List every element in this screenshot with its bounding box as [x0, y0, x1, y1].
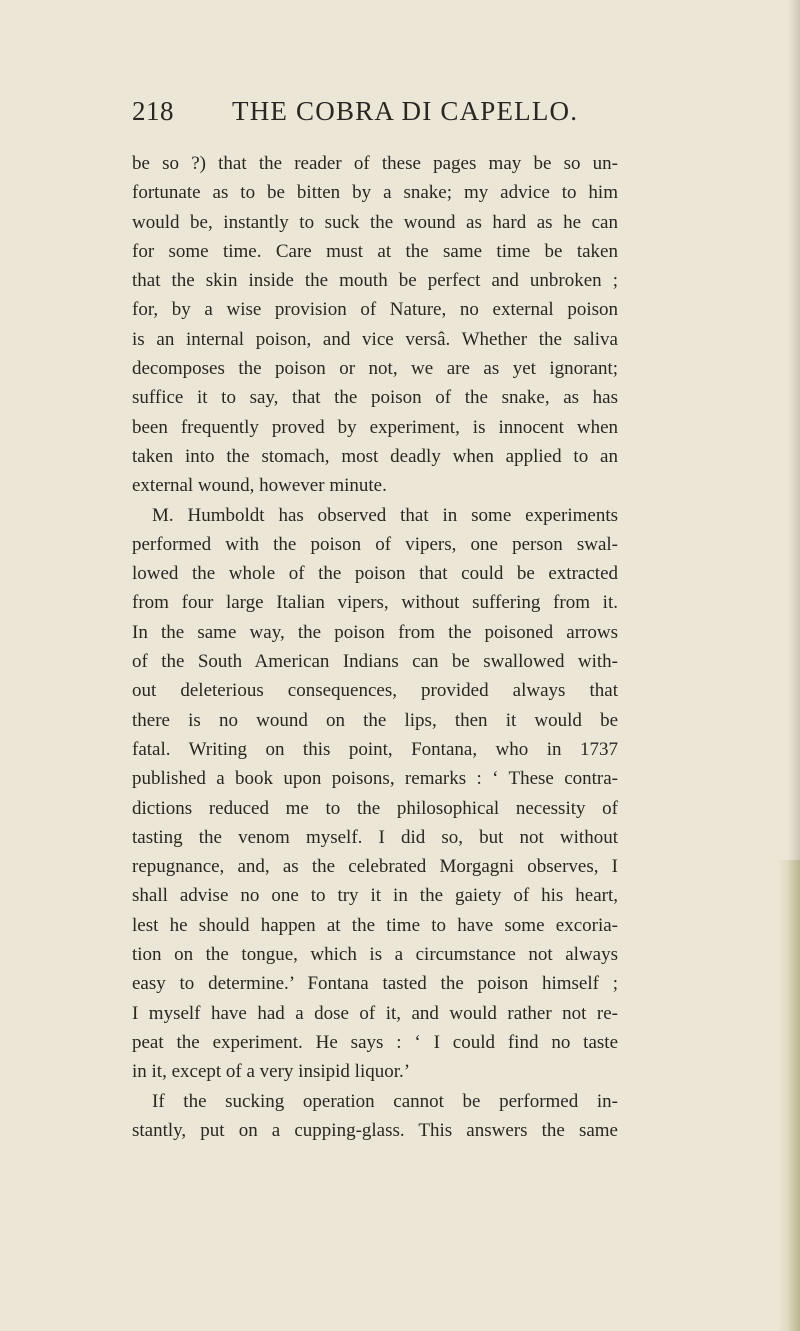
- text-line: in it, except of a very insipid liquor.’: [132, 1061, 411, 1083]
- text-line: repugnance, and, as the celebrated Morgagni observes, I: [132, 856, 618, 878]
- text-line: In the same way, the poison from the poisoned arrows: [132, 621, 618, 643]
- text-line: suffice it to say, that the poison of the snake, as has: [132, 387, 618, 409]
- text-line: for some time. Care must at the same time be taken: [132, 240, 618, 262]
- text-line: dictions reduced me to the philosophical necessity of: [132, 797, 618, 819]
- text-line: fortunate as to be bitten by a snake; my advice to him: [132, 182, 618, 204]
- text-line: easy to determine.’ Fontana tasted the poison himself ;: [132, 973, 618, 995]
- text-line: that the skin inside the mouth be perfect and unbroken ;: [132, 270, 618, 292]
- text-line: from four large Italian vipers, without suffering from it.: [132, 592, 618, 614]
- page-edge-stain: [778, 860, 800, 1331]
- text-line: would be, instantly to suck the wound as hard as he can: [132, 211, 618, 233]
- text-line: out deleterious consequences, provided always that: [132, 680, 618, 702]
- text-line: been frequently proved by experiment, is innocent when: [132, 416, 618, 438]
- text-line: there is no wound on the lips, then it would be: [132, 709, 618, 731]
- text-line: shall advise no one to try it in the gaiety of his heart,: [132, 885, 618, 907]
- text-line: tasting the venom myself. I did so, but not without: [132, 826, 618, 848]
- body-text: [132, 149, 618, 1145]
- text-line: fatal. Writing on this point, Fontana, who in 1737: [132, 738, 618, 760]
- text-line: M. Humboldt has observed that in some experiments: [152, 504, 618, 526]
- text-line: published a book upon poisons, remarks : ‘ These contra-: [132, 768, 618, 790]
- text-line: be so ?) that the reader of these pages may be so un-: [132, 153, 618, 174]
- text-line: lowed the whole of the poison that could be extracted: [132, 563, 618, 585]
- text-line: I myself have had a dose of it, and would rather not re-: [132, 1002, 618, 1024]
- page-header: [132, 96, 618, 136]
- text-line: performed with the poison of vipers, one person swal-: [132, 533, 618, 555]
- text-line: decomposes the poison or not, we are as yet ignorant;: [132, 358, 618, 380]
- text-line: peat the experiment. He says : ‘ I could find no taste: [132, 1031, 618, 1053]
- text-line: If the sucking operation cannot be performed in-: [152, 1090, 618, 1112]
- text-line: of the South American Indians can be swallowed with-: [132, 651, 618, 673]
- text-line: tion on the tongue, which is a circumstance not always: [132, 944, 618, 966]
- page-number: 218: [132, 96, 174, 126]
- running-title: THE COBRA DI CAPELLO.: [232, 96, 579, 126]
- text-line: is an internal poison, and vice versâ. Whether the saliva: [132, 328, 618, 350]
- text-line: external wound, however minute.: [132, 475, 387, 497]
- text-line: for, by a wise provision of Nature, no external poison: [132, 299, 618, 321]
- text-line: taken into the stomach, most deadly when applied to an: [132, 445, 618, 467]
- text-line: lest he should happen at the time to have some excoria-: [132, 914, 618, 936]
- text-line: stantly, put on a cupping-glass. This answers the same: [132, 1119, 618, 1141]
